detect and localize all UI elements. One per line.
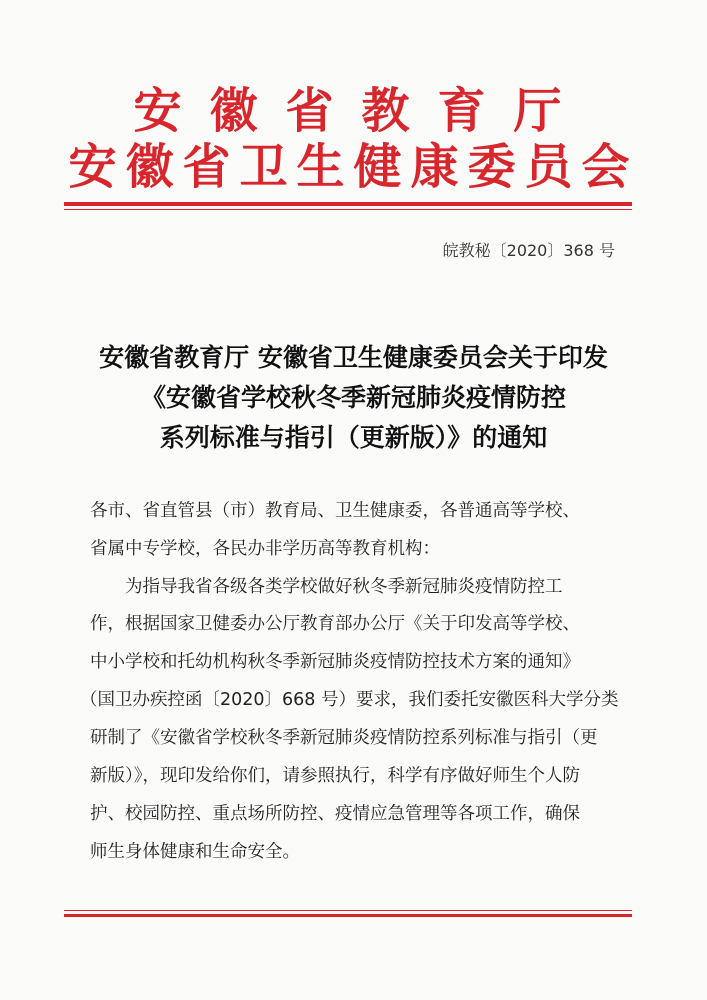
body-line: 作，根据国家卫健委办公厅教育部办公厅《关于印发高等学校、	[90, 614, 580, 634]
document-title-line-1: 安徽省教育厅 安徽省卫生健康委员会关于印发	[99, 343, 608, 372]
body-line: 师生身体健康和生命安全。	[90, 842, 300, 862]
addressee-line-2: 省属中专学校，各民办非学历高等教育机构：	[90, 539, 440, 559]
body-line: 为指导我省各级各类学校做好秋冬季新冠肺炎疫情防控工	[125, 577, 563, 597]
document-number: 皖教秘〔2020〕368 号	[442, 241, 615, 260]
header-divider-thick	[64, 202, 632, 206]
body-line: 中小学校和托幼机构秋冬季新冠肺炎疫情防控技术方案的通知》	[90, 652, 580, 672]
issuer-name-health: 安徽省卫生健康委员会	[68, 139, 639, 195]
issuer-name-education: 安徽省教育厅	[133, 83, 590, 139]
body-line: 研制了《安徽省学校秋冬季新冠肺炎疫情防控系列标准与指引（更	[90, 728, 598, 748]
footer-divider-thin	[64, 910, 632, 911]
document-title-line-3: 系列标准与指引（更新版）》的通知	[159, 423, 548, 452]
header-divider-thin	[64, 209, 632, 210]
footer-divider-thick	[64, 914, 632, 917]
body-line: （国卫办疾控函〔2020〕668 号）要求，我们委托安徽医科大学分类	[80, 690, 619, 710]
addressee-line-1: 各市、省直管县（市）教育局、卫生健康委，各普通高等学校、	[90, 501, 580, 521]
document-title-line-2: 《安徽省学校秋冬季新冠肺炎疫情防控	[140, 383, 566, 412]
body-line: 新版）》，现印发给你们，请参照执行，科学有序做好师生个人防	[90, 766, 580, 786]
body-line: 护、校园防控、重点场所防控、疫情应急管理等各项工作，确保	[90, 804, 580, 824]
